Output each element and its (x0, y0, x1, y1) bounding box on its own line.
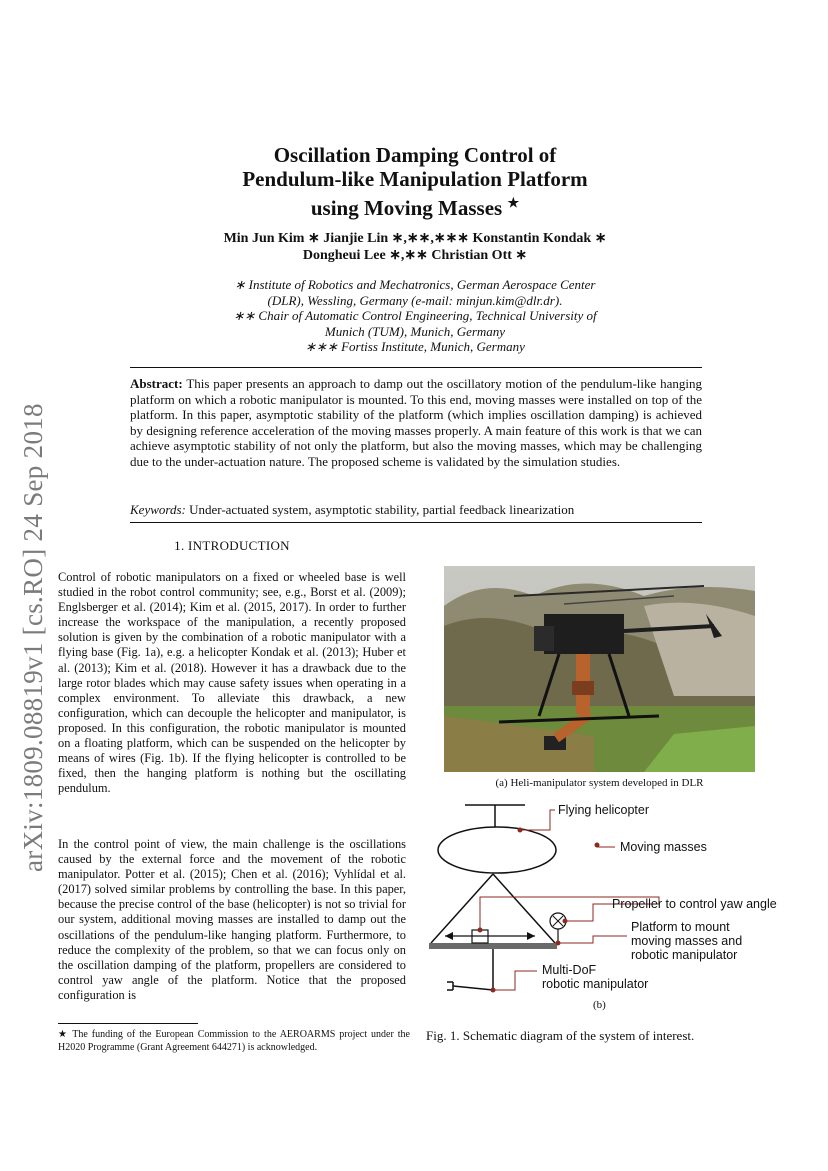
title-line-2: Pendulum-like Manipulation Platform (242, 167, 588, 191)
arrow-right-icon (527, 932, 535, 940)
abstract-bottom-rule (130, 522, 702, 523)
author-list (150, 230, 680, 264)
affiliation-line: ∗ Institute of Robotics and Mechatronics, German Aerospace Center (234, 277, 596, 292)
arrow-left-icon (445, 932, 453, 940)
heli-manipulator-photo (444, 566, 755, 772)
affiliation-line: (DLR), Wessling, Germany (e-mail: minjun.kim@dlr.dr). (267, 292, 563, 308)
affiliation-line: ∗∗ Chair of Automatic Control Engineering, Technical University of (233, 308, 597, 323)
body-paragraph-1: Control of robotic manipulators on a fixed or wheeled base is well studied in the robot control community; see, e.g., Borst et al. (2009); Englsberger et al. (2014); Kim et al. (2015, 2017). In order to further increase the workspace of the manipulation, a recently proposed solution is given by the combination of a robotic manipulator with a flying base (Fig. 1a), e.g. a helicopter Kondak et al. (2013); Huber et al. (2013); Kim et al. (2018). However it has a drawback due to the large rotor blades which may cause safety issues when operating in a complex environment. To alleviate this drawback, a new configuration, which can decouple the helicopter and manipulator, is proposed. In this configuration, the robotic manipulator is mounted on a floating platform, which can be suspended on the helicopter by means of wires (Fig. 1b). If the flying helicopter is controlled to be fixed, then the hanging platform is nothing but the oscillating pendulum. (58, 570, 406, 796)
section-heading-introduction: 1. INTRODUCTION (174, 538, 290, 553)
title-line-3-text: using Moving Masses (310, 196, 503, 220)
funding-star-mark: ★ (507, 195, 520, 210)
label-flying-helicopter: Flying helicopter (558, 803, 650, 817)
paper-title (160, 143, 670, 220)
title-line-1: Oscillation Damping Control of (273, 143, 557, 167)
keywords-text: Under-actuated system, asymptotic stability, partial feedback linearization (189, 502, 575, 517)
affiliations (160, 277, 670, 355)
abstract (130, 376, 702, 470)
platform (429, 943, 557, 949)
label-propeller: Propeller to control yaw angle (612, 897, 777, 911)
abstract-text: This paper presents an approach to damp out the oscillatory motion of the pendulum-like hanging platform on which a robotic manipulator is mounted. To this end, moving masses were installed on top of the platform. In this paper, asymptotic stability of the platform (which implies oscillation damping) is achieved by designing reference acceleration of the moving masses properly. A main feature of this work is that we can achieve asymptotic stability of not only the platform, but also the moving masses, which may be challenging due to the under-actuation nature. The proposed scheme is validated by the simulation studies. (130, 376, 702, 469)
authors-line-1: Min Jun Kim ∗ Jianjie Lin ∗,∗∗,∗∗∗ Konstantin Kondak ∗ (223, 231, 607, 246)
label-platform-line-3: robotic manipulator (631, 948, 738, 962)
helicopter-body (438, 827, 556, 873)
keywords (130, 502, 702, 518)
footnote-rule (58, 1023, 198, 1024)
title-line-3 (160, 191, 670, 220)
label-platform-line-1: Platform to mount (631, 920, 730, 934)
schematic-diagram (425, 790, 825, 1020)
body-paragraph-2: In the control point of view, the main challenge is the oscillations caused by the external force and the movement of the robotic manipulator. Potter et al. (2015); Chen et al. (2016); Vyhlídal et al. (2017) solved similar problems by controlling the base. In this paper, because the precise control of the base (helicopter) is not so trivial for our system, additional moving masses are installed to damp out the oscillations of the pendulum-like hanging platform. Furthermore, to reduce the complexity of the problem, so that we can focus only on the oscillation damping of the platform, propellers are considered to control yaw angle of the platform. Notice that the proposed configuration is (58, 837, 406, 1002)
suspension-wire-right (493, 874, 555, 943)
label-manipulator-line-2: robotic manipulator (542, 977, 649, 991)
funding-footnote: ★ The funding of the European Commission to the AEROARMS project under the H2020 Programme (Grant Agreement 644271) is acknowledged. (58, 1029, 410, 1053)
figure-1a-caption: (a) Heli-manipulator system developed in DLR (495, 777, 704, 789)
label-platform-line-2: moving masses and (631, 934, 743, 948)
authors-line-2: Dongheui Lee ∗,∗∗ Christian Ott ∗ (302, 248, 528, 263)
affiliation-line: Munich (TUM), Munich, Germany (324, 323, 506, 339)
figure-1-caption: Fig. 1. Schematic diagram of the system of interest. (426, 1028, 695, 1043)
affiliation-line: ∗∗∗ Fortiss Institute, Munich, Germany (305, 339, 525, 354)
gripper-icon (447, 982, 453, 990)
arxiv-stamp: arXiv:1809.08819v1 [cs.RO] 24 Sep 2018 (18, 403, 48, 872)
label-moving-masses: Moving masses (620, 840, 707, 854)
label-subfigure-b: (b) (593, 999, 606, 1011)
abstract-label: Abstract: (130, 376, 183, 391)
label-manipulator-line-1: Multi-DoF (542, 963, 597, 977)
manipulator-forearm (453, 986, 493, 990)
keywords-label: Keywords: (130, 502, 186, 517)
abstract-top-rule (130, 367, 702, 368)
